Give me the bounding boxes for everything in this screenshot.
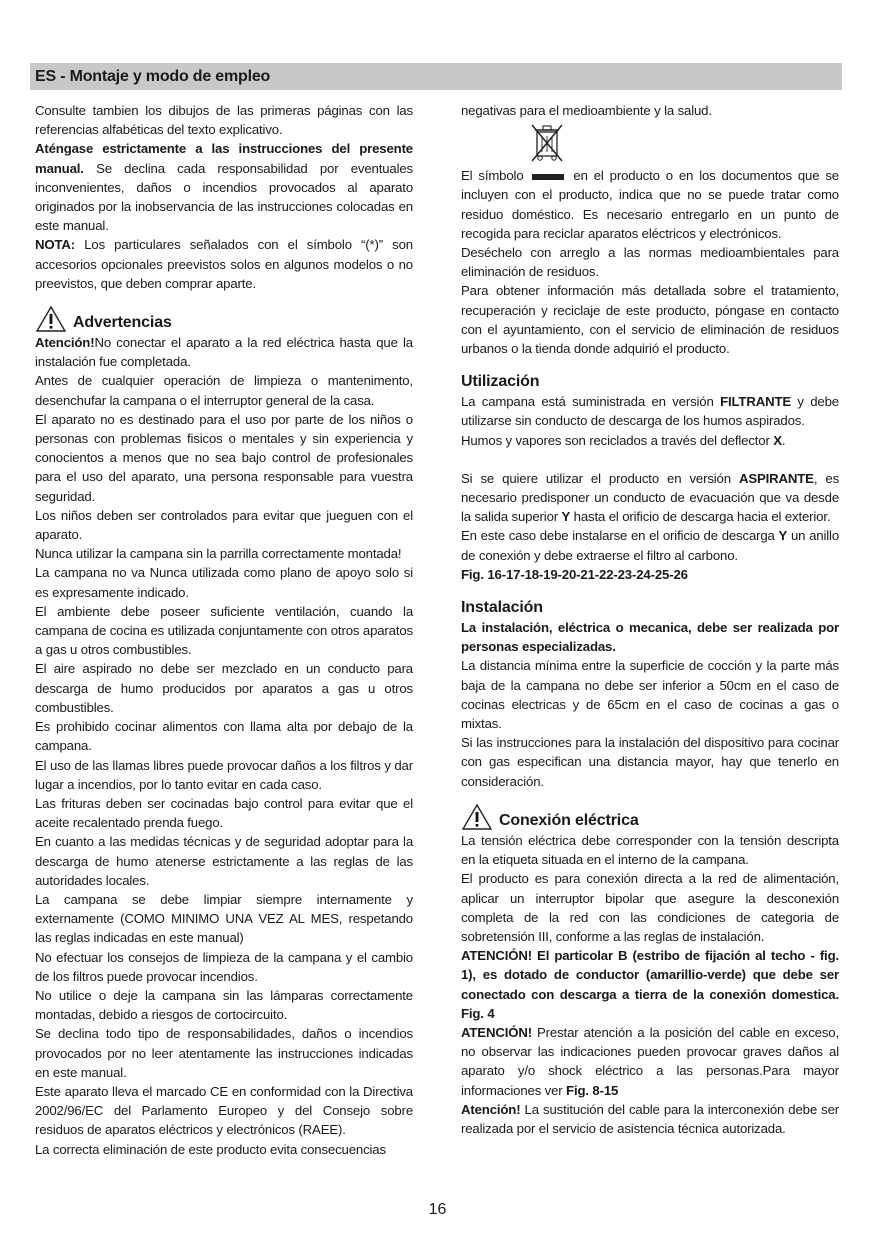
inst-paragraph-2: Si las instrucciones para la instalación del dispositivo para cocinar con gas especifican una distancia mayor, hay que tenerlo en consideración.	[461, 735, 839, 789]
disposal-paragraph: Para obtener información más detallada sobre el tratamiento, recuperación y reciclaje de este producto, póngase en contacto con el ayuntamiento, con el servicio de eliminación de residuos urbanos o la tienda donde adquirió el producto.	[461, 283, 839, 357]
page-title: ES - Montaje y modo de empleo	[35, 68, 271, 85]
util-figure-ref: Fig. 16-17-18-19-20-21-22-23-24-25-26	[461, 566, 688, 582]
disposal-section	[461, 243, 839, 358]
inst-bold-notice: La instalación, eléctrica o mecanica, debe ser realizada por personas especializadas.	[461, 620, 839, 655]
con-paragraph-2: El producto es para conexión directa a la red de alimentación, aplicar un interruptor bipolar que asegure la desconexión completa de la red con las condiciones de categoria de sobretensión III, conforme a las reglas de instalación.	[461, 871, 839, 944]
intro-paragraph: Aténgase estrictamente a las instrucciones del presente manual. Se declina cada responsabilidad por eventuales inconvenientes, daños o incendios provocados al aparato originados por la inobservancia de las instrucciones colocadas en este manual.	[35, 141, 413, 234]
warnings-section	[35, 333, 413, 1159]
con-paragraph-4: ATENCIÓN! Prestar atención a la posición del cable en exceso, no observar las indicaciones pueden provocar graves daños al aparato y/o shock eléctrico a las personas.Para mayor informaciones ver Fig. 8-15	[461, 1024, 839, 1098]
warning-paragraph: El uso de las llamas libres puede provocar daños a los filtros y dar lugar a incendios, por lo tanto evitar en cada caso.	[35, 757, 413, 792]
disposal-paragraph: Deséchelo con arreglo a las normas medioambientales para eliminación de residuos.	[461, 245, 839, 280]
warning-paragraph: No efectuar los consejos de limpieza de la campana y el cambio de los filtros puede provocar incendios.	[35, 949, 413, 984]
warning-triangle-icon	[35, 305, 67, 333]
warning-paragraph: Antes de cualquier operación de limpieza o mantenimento, desenchufar la campana o el interruptor general de la casa.	[35, 373, 413, 408]
left-column	[35, 101, 413, 1159]
continued-text: negativas para el medioambiente y la salud.	[461, 103, 712, 118]
warnings-heading	[35, 305, 413, 333]
page-number: 16	[428, 1201, 447, 1218]
util-paragraph-1: La campana está suministrada en versión FILTRANTE y debe utilizarse sin conducto de descarga de los humos aspirados.	[461, 394, 839, 429]
warning-paragraph: Atención!No conectar el aparato a la red eléctrica hasta que la instalación fue completada.	[35, 335, 413, 370]
weee-symbol-row	[461, 120, 839, 166]
warning-paragraph: El ambiente debe poseer suficiente ventilación, cuando la campana de cocina es utilizada conjuntamente con otros aparatos a gas u otros combustibles.	[35, 603, 413, 658]
warning-paragraph: Este aparato lleva el marcado CE en conformidad con la Directiva 2002/96/EC del Parlamento Europeo y del Consejo sobre residuos de aparatos eléctricos y electrónicos (RAEE).	[35, 1083, 413, 1138]
warning-paragraph: En cuanto a las medidas técnicas y de seguridad adoptar para la descarga de humo atenerse estrictamente a las reglas de las autoridades locales.	[35, 834, 413, 888]
warning-paragraph: El aparato no es destinado para el uso por parte de los niños o personas con problemas fisicos o mentales y sin experiencia y conocientos a menos que no sea bajo control de profesionales para el uso del aparato, una persona responsable para vuestra seguridad.	[35, 411, 413, 504]
utilizacion-title: Utilización	[461, 373, 540, 391]
page-header	[30, 63, 842, 90]
warning-paragraph: La campana se debe limpiar siempre internamente y externamente (COMO MINIMO UNA VEZ AL MES, respetando las reglas indicadas en este manual)	[35, 891, 413, 946]
warning-paragraph: El aire aspirado no debe ser mezclado en un conducto para descarga de humo producidos por aparatos a gas u otros combustibles.	[35, 661, 413, 715]
black-bar-symbol	[532, 174, 564, 180]
conexion-title: Conexión eléctrica	[499, 811, 639, 829]
intro-paragraph: Consulte tambien los dibujos de las primeras páginas con las referencias alfabéticas del texto explicativo.	[35, 103, 413, 138]
inst-paragraph-1: La distancia mínima entre la superficie de cocción y la parte más baja de la campana no debe ser inferior a 50cm en el caso de cocinas electricas y de 65cm en el caso de cocinas a gas o mixtas.	[461, 658, 839, 732]
con-paragraph-5: Atención! La sustitución del cable para la interconexión debe ser realizada por el servicio de asistencia técnica autorizada.	[461, 1101, 839, 1136]
warnings-title: Advertencias	[73, 314, 172, 332]
util-paragraph-4: En este caso debe instalarse en el orificio de descarga Y un anillo de conexión y debe extraerse el filtro al carbono.	[461, 528, 840, 563]
warning-triangle-icon	[461, 803, 493, 831]
warning-paragraph: Nunca utilizar la campana sin la parrilla correctamente montada!	[35, 546, 402, 562]
intro-paragraph: NOTA: Los particulares señalados con el símbolo “(*)” son accesorios opcionales preevistos solos en algunos modelos o no preevistos, que deben comprar aparte.	[35, 237, 413, 291]
warning-paragraph: La campana no va Nunca utilizada como plano de apoyo solo si es expresamente indicado.	[35, 565, 413, 600]
util-paragraph-2: Humos y vapores son reciclados a través del deflector X.	[461, 432, 786, 448]
warning-paragraph: Se declina todo tipo de responsabilidades, daños o incendios provocados por no leer atentamente las instrucciones indicadas en este manual.	[35, 1026, 413, 1080]
intro-section	[35, 101, 413, 293]
con-paragraph-3: ATENCIÓN! El particolar B (estribo de fijación al techo - fig. 1), es dotado de conductor (amarillio-verde) que debe ser conectado con descarga a tierra de la conexión domestica. Fig. 4	[461, 948, 839, 1021]
right-column	[461, 101, 839, 1138]
weee-paragraph: El símbolo en el producto o en los documentos que se incluyen con el producto, indica que no se puede tratar como residuo doméstico. Es necesario entregarlo en un punto de recogida para reciclar aparatos eléctricos y electrónicos.	[461, 168, 839, 241]
warning-paragraph: Es prohibido cocinar alimentos con llama alta por debajo de la campana.	[35, 719, 413, 754]
con-paragraph-1: La tensión eléctrica debe corresponder con la tensión descripta en la etiqueta situada en el interno de la campana.	[461, 832, 839, 868]
warning-paragraph: Las frituras deben ser cocinadas bajo control para evitar que el aceite recalentado prenda fuego.	[35, 795, 413, 831]
instalacion-title: Instalación	[461, 599, 543, 617]
conexion-heading	[461, 803, 839, 831]
util-paragraph-3: Si se quiere utilizar el producto en versión ASPIRANTE, es necesario predisponer un conducto de evacuación que va desde la salida superior Y hasta el orificio de descarga hacia el exterior.	[461, 470, 840, 525]
warning-paragraph: La correcta eliminación de este producto evita consecuencias	[35, 1141, 386, 1157]
warning-paragraph: Los niños deben ser controlados para evitar que jueguen con el aparato.	[35, 507, 413, 543]
crossed-bin-icon	[529, 122, 565, 164]
warning-paragraph: No utilice o deje la campana sin las lámparas correctamente montadas, debido a riesgos de cortocircuito.	[35, 987, 413, 1023]
